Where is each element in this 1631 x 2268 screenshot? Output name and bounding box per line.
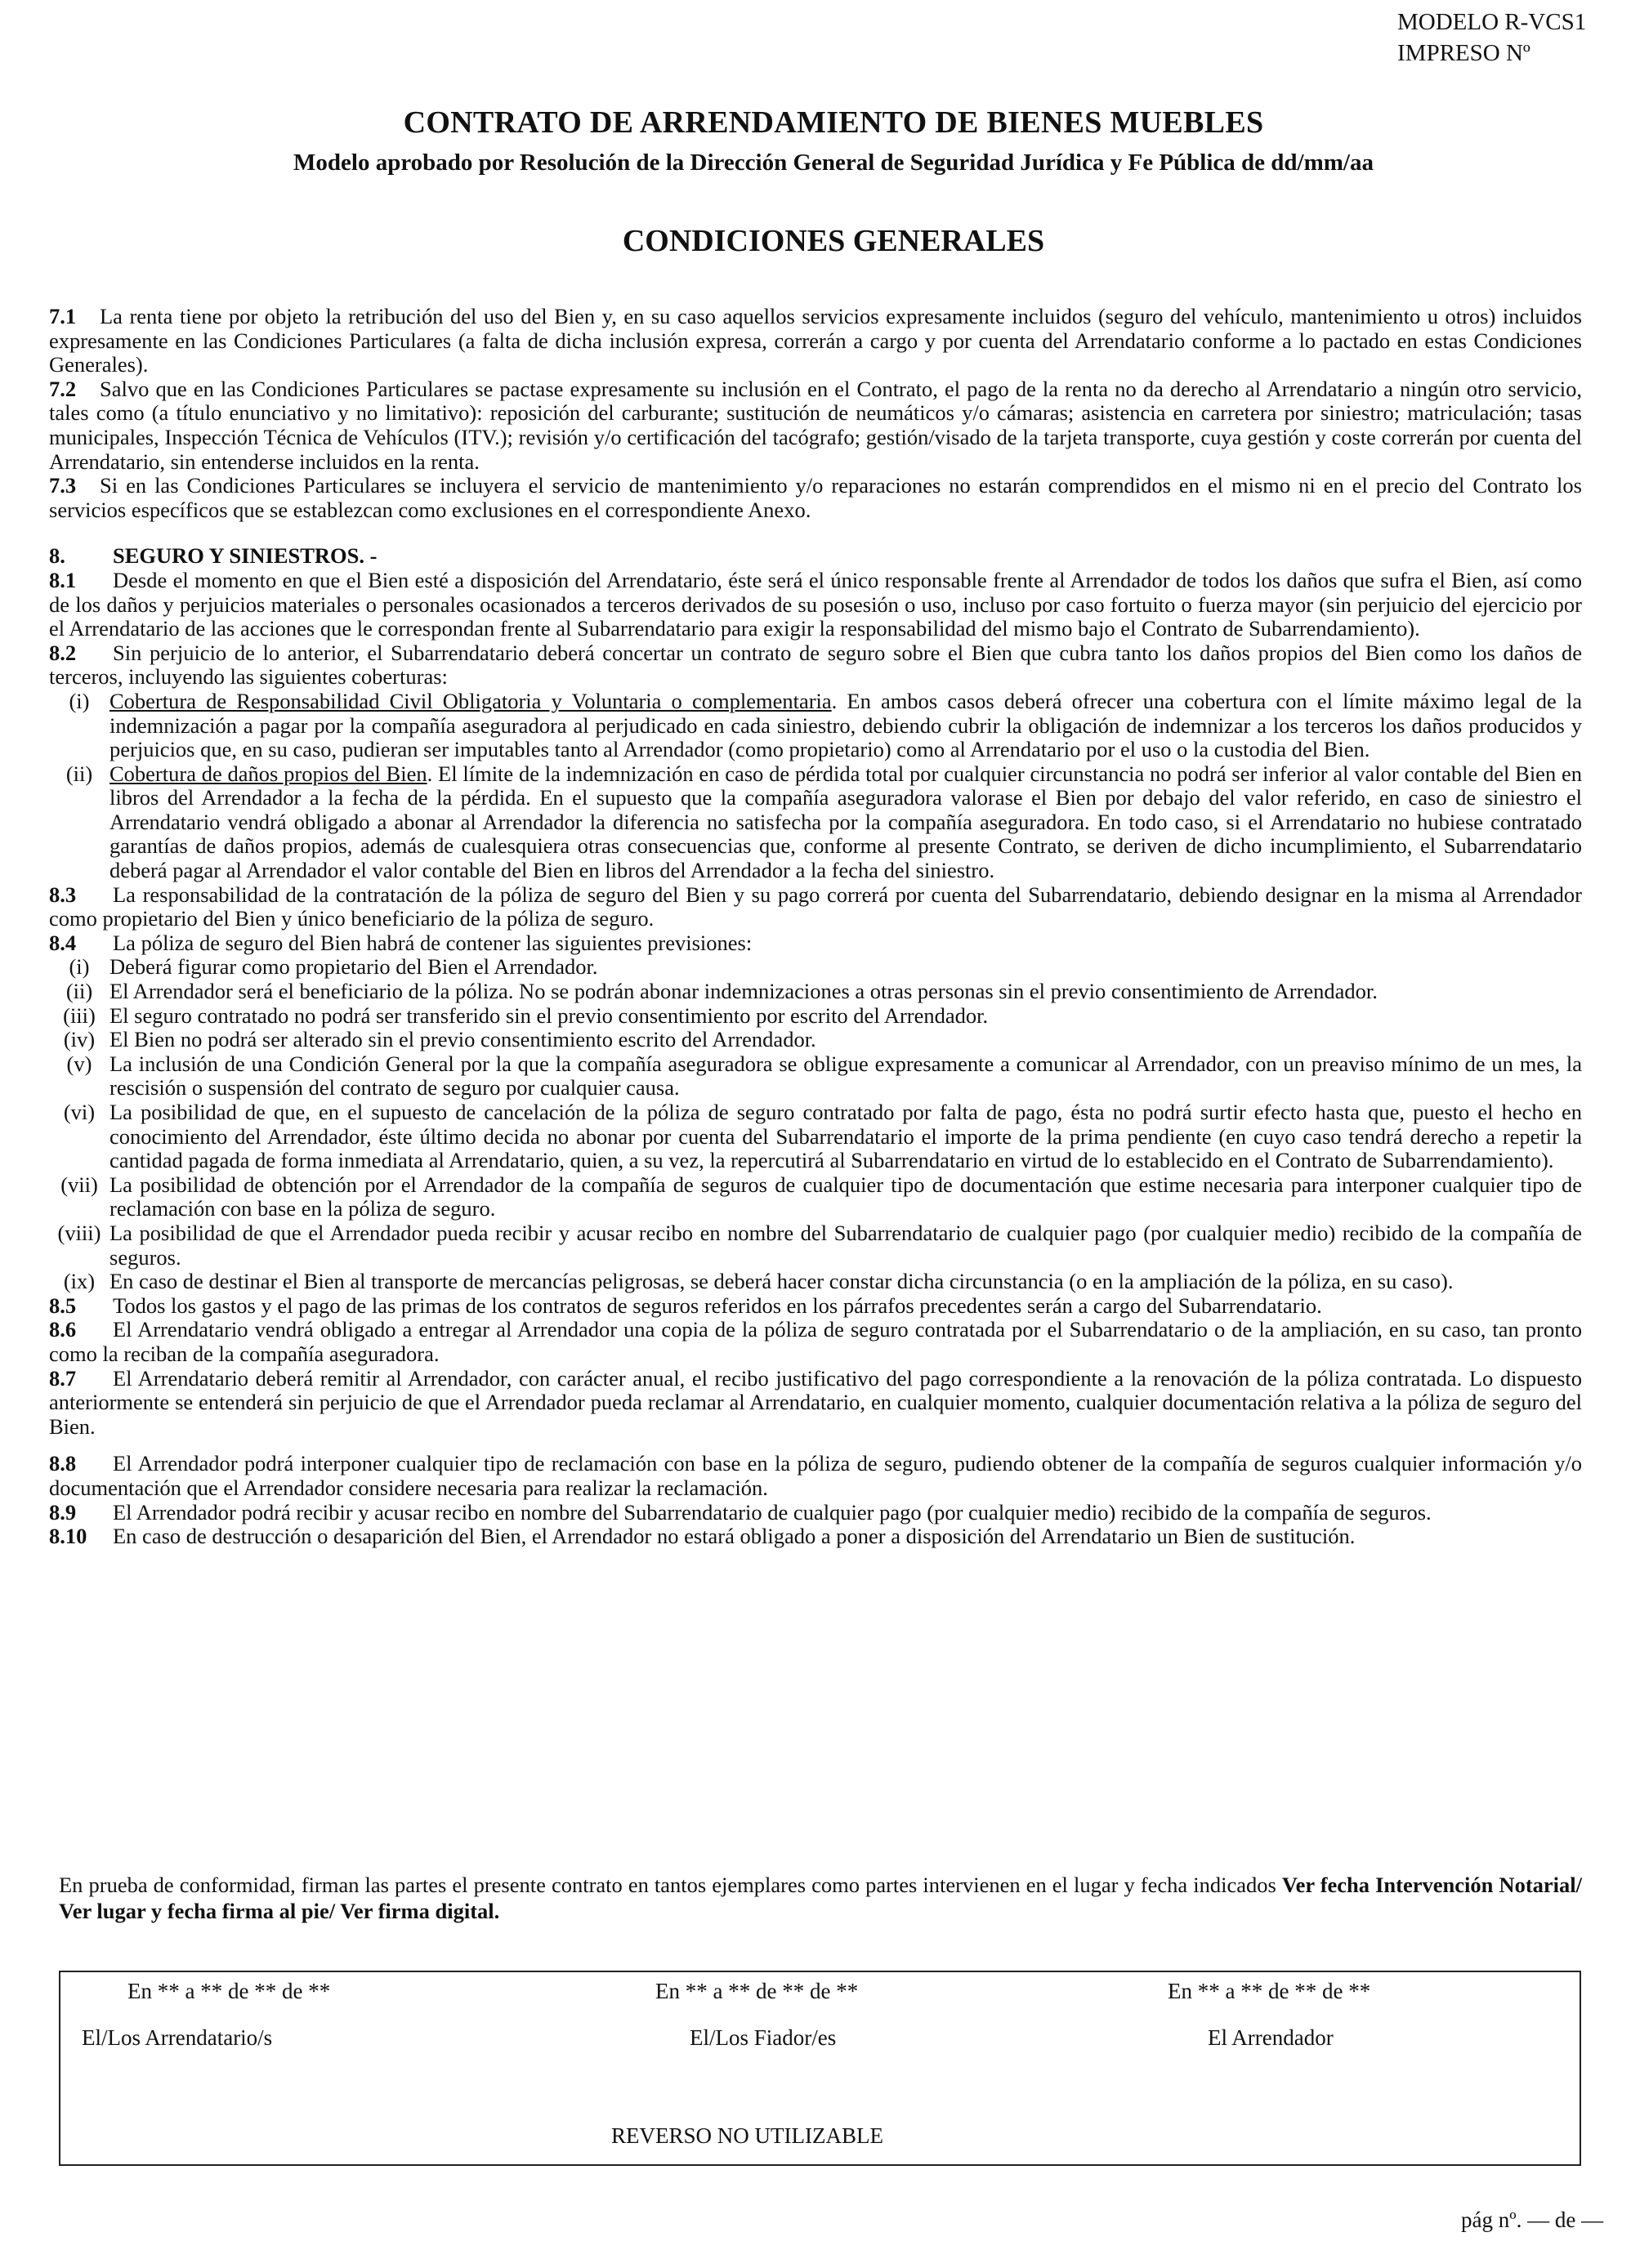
signature-arrendatario: El/Los Arrendatario/s	[82, 2025, 273, 2050]
closing-bold-note: Ver fecha Intervención Notarial/ Ver lugar y fecha firma al pie/ Ver firma digital.	[59, 1873, 1582, 1923]
clause-8-8: 8.8 El Arrendador podrá interponer cualquier tipo de reclamación con base en la póliza de seguro, pudiendo obtener de la compañía de seguros cualquier información y/o documentación que el Arrendador considere necesaria para realizar la reclamación.	[49, 1451, 1582, 1500]
clause-8-4: 8.4 La póliza de seguro del Bien habrá de contener las siguientes previsiones:	[49, 930, 753, 955]
place-date-3: En ** a ** de ** de **	[1168, 1979, 1371, 2003]
clause-8-9: 8.9 El Arrendador podrá recibir y acusar recibo en nombre del Subarrendatario de cualquier pago (por cualquier medio) recibido de la compañía de seguros.	[49, 1499, 1432, 1525]
closing-statement: En prueba de conformidad, firman las partes el presente contrato en tantos ejemplares como partes intervienen en el lugar y fecha indicados Ver fecha Intervención Notarial/ Ver lugar y fecha firma al pie/ Ver firma digital.	[59, 1873, 1582, 1923]
clause-7-2: 7.2 Salvo que en las Condiciones Particulares se pactase expresamente su inclusión en el Contrato, el pago de la renta no da derecho al Arrendatario a ningún otro servicio, tales como (a título enunciativo y no limitativo): reposición del carburante; sustitución de neumáticos y/o cámaras; asistencia en carretera por siniestro; matriculación; tasas municipales, Inspección Técnica de Vehículos (ITV.); revisión y/o certificación del tacógrafo; gestión/visado de la tarjeta transporte, cuya gestión y coste correrán por cuenta del Arrendatario, sin entenderse incluidos en la renta.	[49, 376, 1582, 474]
conditions-title: CONDICIONES GENERALES	[622, 224, 1045, 258]
clause-8-2: 8.2 Sin perjuicio de lo anterior, el Subarrendatario deberá concertar un contrato de seguro sobre el Bien que cubra tanto los daños propios del Bien como los daños de terceros, incluyendo las siguientes coberturas:	[49, 640, 1582, 690]
clause-8-10: 8.10 En caso de destrucción o desaparición del Bien, el Arrendador no estará obligado a poner a disposición del Arrendatario un Bien de sustitución.	[49, 1524, 1356, 1549]
page-number: pág nº. — de —	[1461, 2208, 1604, 2232]
signature-arrendador: El Arrendador	[1208, 2025, 1334, 2050]
document-title: CONTRATO DE ARRENDAMIENTO DE BIENES MUEBLES	[403, 105, 1264, 140]
model-code: MODELO R-VCS1	[1397, 9, 1587, 35]
clause-8-4-item: (v) La inclusión de una Condición General por la que la compañía aseguradora se obligue expresamente a comunicar al Arrendador, con un preaviso mínimo de un mes, la rescisión o suspensión del contrato de seguro por cualquier causa.	[66, 1051, 1582, 1101]
clause-8-4-item: (ii) El Arrendador será el beneficiario de la póliza. No se podrán abonar indemnizaciones a otras personas sin el previo consentimiento de Arrendador.	[65, 979, 1378, 1004]
clause-7-1: 7.1 La renta tiene por objeto la retribución del uso del Bien y, en su caso aquellos servicios expresamente incluidos (seguro del vehículo, mantenimiento u otros) incluidos expresamente en las Condiciones Particulares (a falta de dicha inclusión expresa, correrán a cargo y por cuenta del Arrendatario conforme a lo pactado en estas Condiciones Generales).	[49, 304, 1582, 377]
impreso-number: IMPRESO Nº	[1397, 40, 1530, 66]
section-8-heading: 8. SEGURO Y SINIESTROS. -	[49, 543, 378, 569]
general-conditions-body	[49, 305, 1582, 1549]
signature-fiador: El/Los Fiador/es	[690, 2025, 837, 2050]
clause-8-4-item: (vi) La posibilidad de que, en el supuesto de cancelación de la póliza de seguro contratado por falta de pago, ésta no podrá surtir efecto hasta que, puesto el hecho en conocimiento del Arrendador, éste último decida no abonar por cuenta del Subarrendatario el importe de la prima pendiente (en cuyo caso tendrá derecho a repetir la cantidad pagada de forma inmediata al Arrendatario, quien, a su vez, la repercutirá al Subarrendatario en virtud de lo establecido en el Contrato de Subarrendamiento).	[63, 1100, 1582, 1173]
clause-8-4-item: (i) Deberá figurar como propietario del Bien el Arrendador.	[69, 954, 598, 980]
document-subtitle: Modelo aprobado por Resolución de la Dirección General de Seguridad Jurídica y Fe Pública de dd/mm/aa	[293, 150, 1374, 176]
place-date-1: En ** a ** de ** de **	[127, 1979, 331, 2003]
clause-8-2-item-i: (i) Cobertura de Responsabilidad Civil Obligatoria y Voluntaria o complementaria. En ambos casos deberá ofrecer una cobertura con el límite máximo legal de la indemnización a pagar por la compañía aseguradora al perjudicado en cada siniestro, debiendo cubrir la obligación de indemnizar a los terceros los daños producidos y perjuicios que, en su caso, pudieran ser imputables tanto al Arrendador (como propietario) como al Arrendatario por el uso o la custodia del Bien.	[69, 688, 1582, 762]
clause-8-1: 8.1 Desde el momento en que el Bien esté a disposición del Arrendatario, éste será el único responsable frente al Arrendador de todos los daños que sufra el Bien, así como de los daños y perjuicios materiales o personales ocasionados a terceros derivados de su posesión o uso, incluso por caso fortuito o fuerza mayor (sin perjuicio del ejercicio por el Arrendatario de las acciones que le correspondan frente al Subarrendatario para exigir la responsabilidad del mismo bajo el Contrato de Subarrendamiento).	[49, 567, 1582, 641]
clause-8-4-item: (iii) El seguro contratado no podrá ser transferido sin el previo consentimiento por escrito del Arrendador.	[63, 1002, 989, 1028]
clause-8-4-item: (iv) El Bien no podrá ser alterado sin el previo consentimiento escrito del Arrendador.	[63, 1027, 816, 1052]
place-date-2: En ** a ** de ** de **	[655, 1979, 859, 2003]
coverage-heading-own-damage: Cobertura de daños propios del Bien	[109, 761, 427, 786]
reverse-note: REVERSO NO UTILIZABLE	[611, 2123, 883, 2148]
clause-8-2-item-ii: (ii) Cobertura de daños propios del Bien. El límite de la indemnización en caso de pérdida total por cualquier circunstancia no podrá ser inferior al valor contable del Bien en libros del Arrendador a la fecha de la pérdida. En el supuesto que la compañía aseguradora valorase el Bien por debajo del valor referido, en caso de siniestro el Arrendatario vendrá obligado a abonar al Arrendador la diferencia no satisfecha por la compañía aseguradora. En todo caso, si el Arrendatario no hubiese contratado garantías de daños propios, además de cualesquiera otras consecuencias que, conforme al presente Contrato, se deriven de dicho incumplimiento, el Subarrendatario deberá pagar al Arrendador el valor contable del Bien en libros del Arrendador a la fecha del siniestro.	[65, 761, 1582, 883]
clause-7-3: 7.3 Si en las Condiciones Particulares se incluyera el servicio de mantenimiento y/o reparaciones no estarán comprendidos en el mismo ni en el precio del Contrato los servicios específicos que se establezcan como exclusiones en el correspondiente Anexo.	[49, 473, 1582, 522]
clause-8-4-item: (ix) En caso de destinar el Bien al transporte de mercancías peligrosas, se deberá hacer constar dicha circunstancia (o en la ampliación de la póliza, en su caso).	[63, 1269, 1454, 1294]
form-header	[1397, 7, 1586, 69]
clause-8-4-item: (viii) La posibilidad de que el Arrendador pueda recibir y acusar recibo en nombre del Subarrendatario de cualquier pago (por cualquier medio) recibido de la compañía de seguros.	[57, 1220, 1582, 1270]
coverage-heading-rc: Cobertura de Responsabilidad Civil Obligatoria y Voluntaria o complementaria	[109, 688, 832, 713]
clause-8-5: 8.5 Todos los gastos y el pago de las primas de los contratos de seguros referidos en los párrafos precedentes serán a cargo del Subarrendatario.	[49, 1292, 1322, 1318]
clause-8-6: 8.6 El Arrendatario vendrá obligado a entregar al Arrendador una copia de la póliza de seguro contratada por el Subarrendatario o de la ampliación, en su caso, tan pronto como la reciban de la compañía aseguradora.	[49, 1317, 1582, 1366]
signature-table	[59, 1971, 1581, 2166]
clause-8-4-item: (vii) La posibilidad de obtención por el Arrendador de la compañía de seguros de cualquier tipo de documentación que estime necesaria para interponer cualquier tipo de reclamación con base en la póliza de seguro.	[60, 1172, 1582, 1221]
clause-8-3: 8.3 La responsabilidad de la contratación de la póliza de seguro del Bien y su pago correrá por cuenta del Subarrendatario, debiendo designar en la misma al Arrendador como propietario del Bien y único beneficiario de la póliza de seguro.	[49, 882, 1582, 931]
clause-8-7: 8.7 El Arrendatario deberá remitir al Arrendador, con carácter anual, el recibo justificativo del pago correspondiente a la renovación de la póliza contratada. Lo dispuesto anteriormente se entenderá sin perjuicio de que el Arrendador pueda reclamar al Arrendatario, en cualquier momento, cualquier documentación relativa a la póliza de seguro del Bien.	[49, 1365, 1582, 1439]
